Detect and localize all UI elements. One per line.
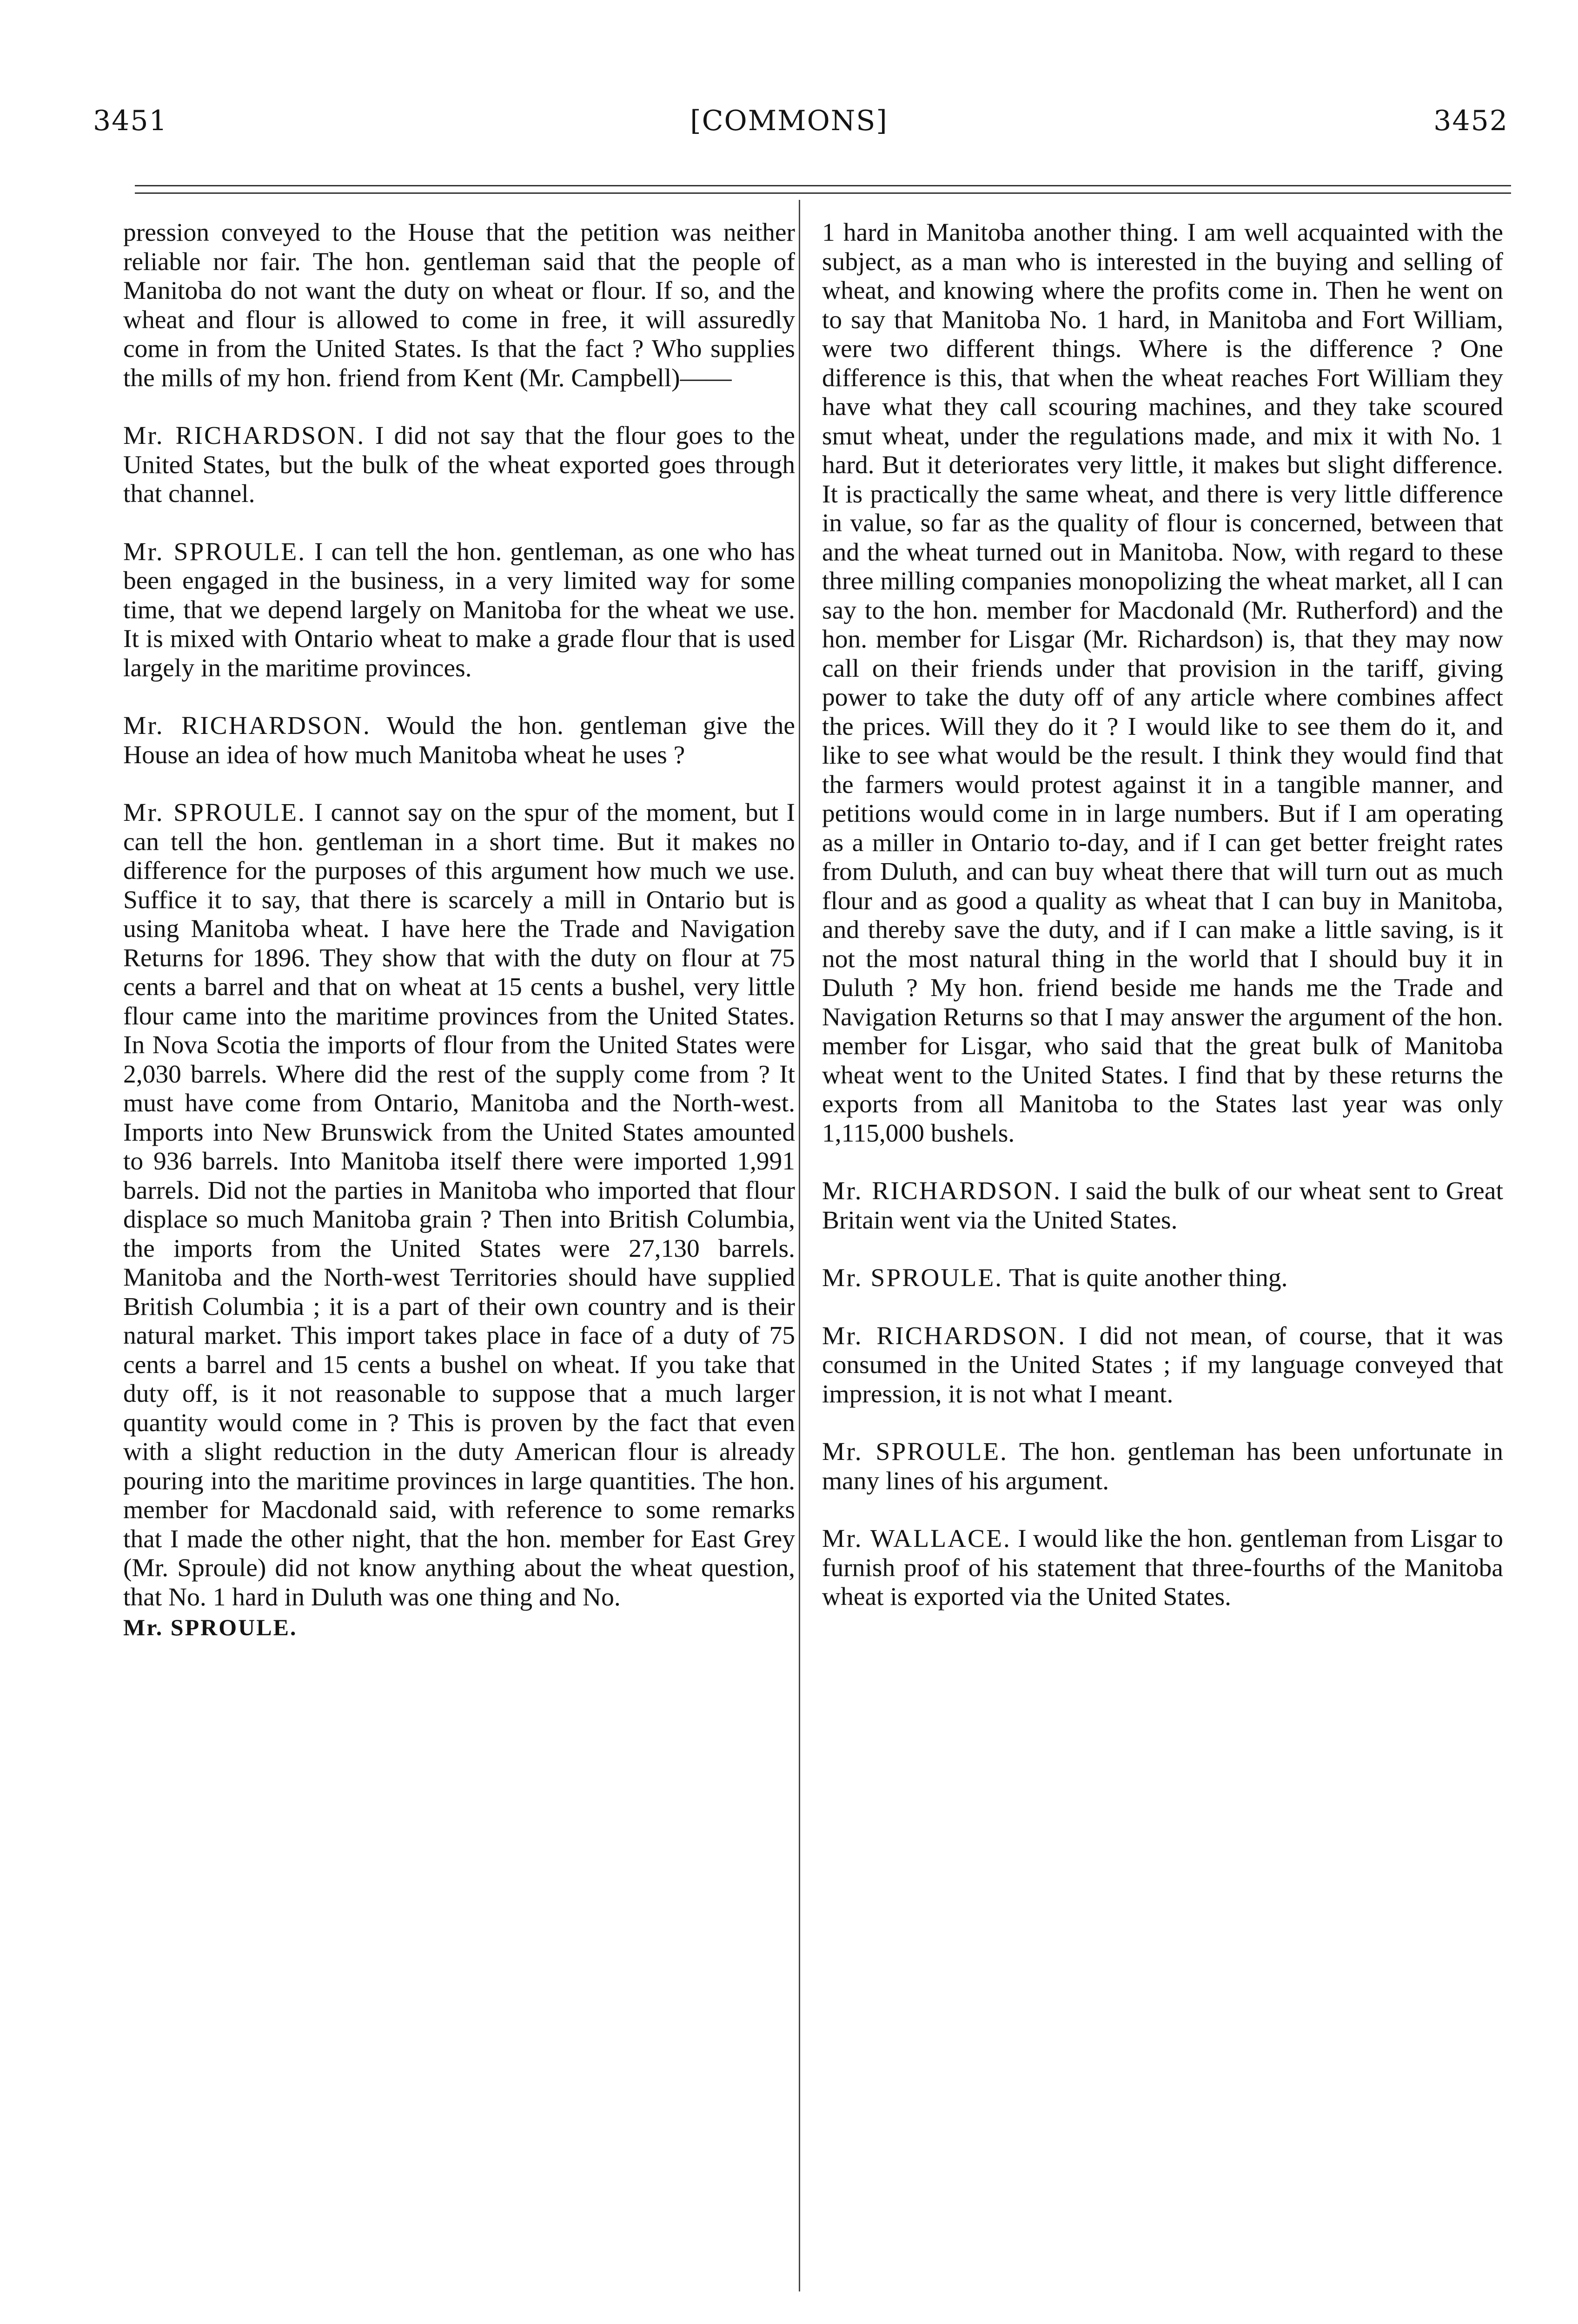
speaker-name: Mr. SPROULE. xyxy=(123,537,306,566)
paragraph-text: The hon. gentleman has been unfortunate in many lines of his argument. xyxy=(822,1438,1503,1495)
paragraph-text: I did not say that the flour goes to the United States, but the bulk of the wheat exported goes through that channel. xyxy=(123,422,796,508)
paragraph xyxy=(822,218,1503,1148)
page-number-left: 3451 xyxy=(93,105,168,137)
right-column xyxy=(822,218,1503,1612)
paragraph-text: That is quite another thing. xyxy=(1003,1264,1288,1292)
paragraph xyxy=(822,1322,1503,1409)
left-column xyxy=(123,218,795,1642)
column-divider xyxy=(799,200,800,2291)
paragraph xyxy=(822,1264,1503,1293)
paragraph xyxy=(123,422,795,509)
paragraph-text: I cannot say on the spur of the moment, but I can tell the hon. gentleman in a short time. But it makes no difference for the purposes of this argument how much we use. Suffice it to say, that there is scarcely a mill in Ontario but is using Manitoba wheat. I have here the Trade and Navigation Returns for 1896. They show that with the duty on flour at 75 cents a barrel and that on wheat at 15 cents a bushel, very little flour came into the maritime provinces from the United States. In Nova Scotia the imports of flour from the United States were 2,030 barrels. Where did the rest of the supply come from ? It must have come from Ontario, Manitoba and the North-west. Imports into New Brunswick from the United States amounted to 936 barrels. Into Manitoba itself there were imported 1,991 barrels. Did not the parties in Manitoba who imported that flour displace so much Manitoba grain ? Then into British Columbia, the imports from the United States were 27,130 barrels. Manitoba and the North-west Territories should have supplied British Columbia ; it is a part of their own country and is their natural market. This import takes place in face of a duty of 75 cents a barrel and 15 cents a bushel on wheat. If you take that duty off, is it not reasonable to suppose that a much larger quantity would come in ? This is proven by the fact that even with a slight reduction in the duty American flour is already pouring into the maritime provinces in large quantities. The hon. member for Macdonald said, with reference to some remarks that I made the other night, that the hon. member for East Grey (Mr. Sproule) did not know anything about the wheat question, that No. 1 hard in Duluth was one thing and No. xyxy=(123,799,795,1611)
continuation-signature: Mr. SPROULE. xyxy=(123,1614,298,1640)
paragraph-text: I can tell the hon. gentleman, as one who has been engaged in the business, in a very limited way for some time, that we depend largely on Manitoba for the wheat we use. It is mixed with Ontario wheat to make a grade flour that is used largely in the maritime provinces. xyxy=(123,537,795,682)
speaker-name: Mr. SPROULE. xyxy=(822,1438,1008,1466)
paragraph-text: pression conveyed to the House that the petition was neither reliable nor fair. The hon. gentleman said that the people of Manitoba do not want the duty on wheat or flour. If so, and the wheat and flour is allowed to come in free, it will assuredly come in from the United States. Is that the fact ? Who supplies the mills of my hon. friend from Kent (Mr. Campbell)—— xyxy=(123,218,795,392)
speaker-name: Mr. RICHARDSON. xyxy=(123,712,371,740)
paragraph xyxy=(822,1525,1503,1612)
paragraph xyxy=(123,712,795,770)
paragraph-text: I would like the hon. gentleman from Lisgar to furnish proof of his statement that three-fourths of the Manitoba wheat is exported via the United States. xyxy=(822,1525,1503,1611)
header-rule-top xyxy=(135,185,1511,186)
paragraph xyxy=(123,538,795,683)
paragraph xyxy=(822,1177,1503,1235)
speaker-name: Mr. RICHARDSON. xyxy=(822,1177,1062,1205)
page-number-right: 3452 xyxy=(1433,105,1508,137)
speaker-name: Mr. SPROULE. xyxy=(123,799,306,827)
running-header: [COMMONS] xyxy=(690,105,888,137)
speaker-name: Mr. RICHARDSON. xyxy=(123,422,365,450)
speaker-name: Mr. SPROULE. xyxy=(822,1264,1003,1292)
speaker-name: Mr. RICHARDSON. xyxy=(822,1321,1067,1350)
paragraph-text: I did not mean, of course, that it was consumed in the United States ; if my language conveyed that impression, it is not what I meant. xyxy=(822,1321,1504,1408)
speaker-name: Mr. WALLACE. xyxy=(822,1525,1011,1553)
header-rule-bottom xyxy=(135,192,1511,194)
paragraph xyxy=(123,218,795,393)
paragraph-text: I said the bulk of our wheat sent to Great Britain went via the United States. xyxy=(822,1177,1503,1235)
paragraph xyxy=(822,1438,1503,1496)
paragraph xyxy=(123,799,795,1612)
paragraph-text: 1 hard in Manitoba another thing. I am well acquainted with the subject, as a man who is interested in the buying and selling of wheat, and knowing where the profits come in. Then he went on to say that Manitoba No. 1 hard, in Manitoba and Fort William, were two different things. Where is the difference ? One difference is this, that when the wheat reaches Fort William they have what they call scouring machines, and they take scoured smut wheat, under the regulations made, and mix it with No. 1 hard. But it deteriorates very little, it makes but slight difference. It is practically the same wheat, and there is very little difference in value, so far as the quality of flour is concerned, between that and the wheat turned out in Manitoba. Now, with regard to these three milling companies monopolizing the wheat market, all I can say to the hon. member for Macdonald (Mr. Rutherford) and the hon. member for Lisgar (Mr. Richardson) is, that they may now call on their friends under that provision in the tariff, giving power to take the duty off of any article where combines affect the prices. Will they do it ? I would like to see them do it, and like to see what would be the result. I think they would find that the farmers would protest against it in a tangible manner, and petitions would come in in large numbers. But if I am operating as a miller in Ontario to-day, and if I can get better freight rates from Duluth, and can buy wheat there that will turn out as much flour and as good a quality as wheat that I can buy in Manitoba, and thereby save the duty, and if I can make a little saving, is it not the most natural thing in the world that I should buy it in Duluth ? My hon. friend beside me hands me the Trade and Navigation Returns so that I may answer the argument of the hon. member for Lisgar, who said that the great bulk of Manitoba wheat went to the United States. I find that by these returns the exports from all Manitoba to the States last year was only 1,115,000 bushels. xyxy=(822,218,1503,1148)
paragraph-text: Would the hon. gentleman give the House an idea of how much Manitoba wheat he uses ? xyxy=(123,712,795,769)
